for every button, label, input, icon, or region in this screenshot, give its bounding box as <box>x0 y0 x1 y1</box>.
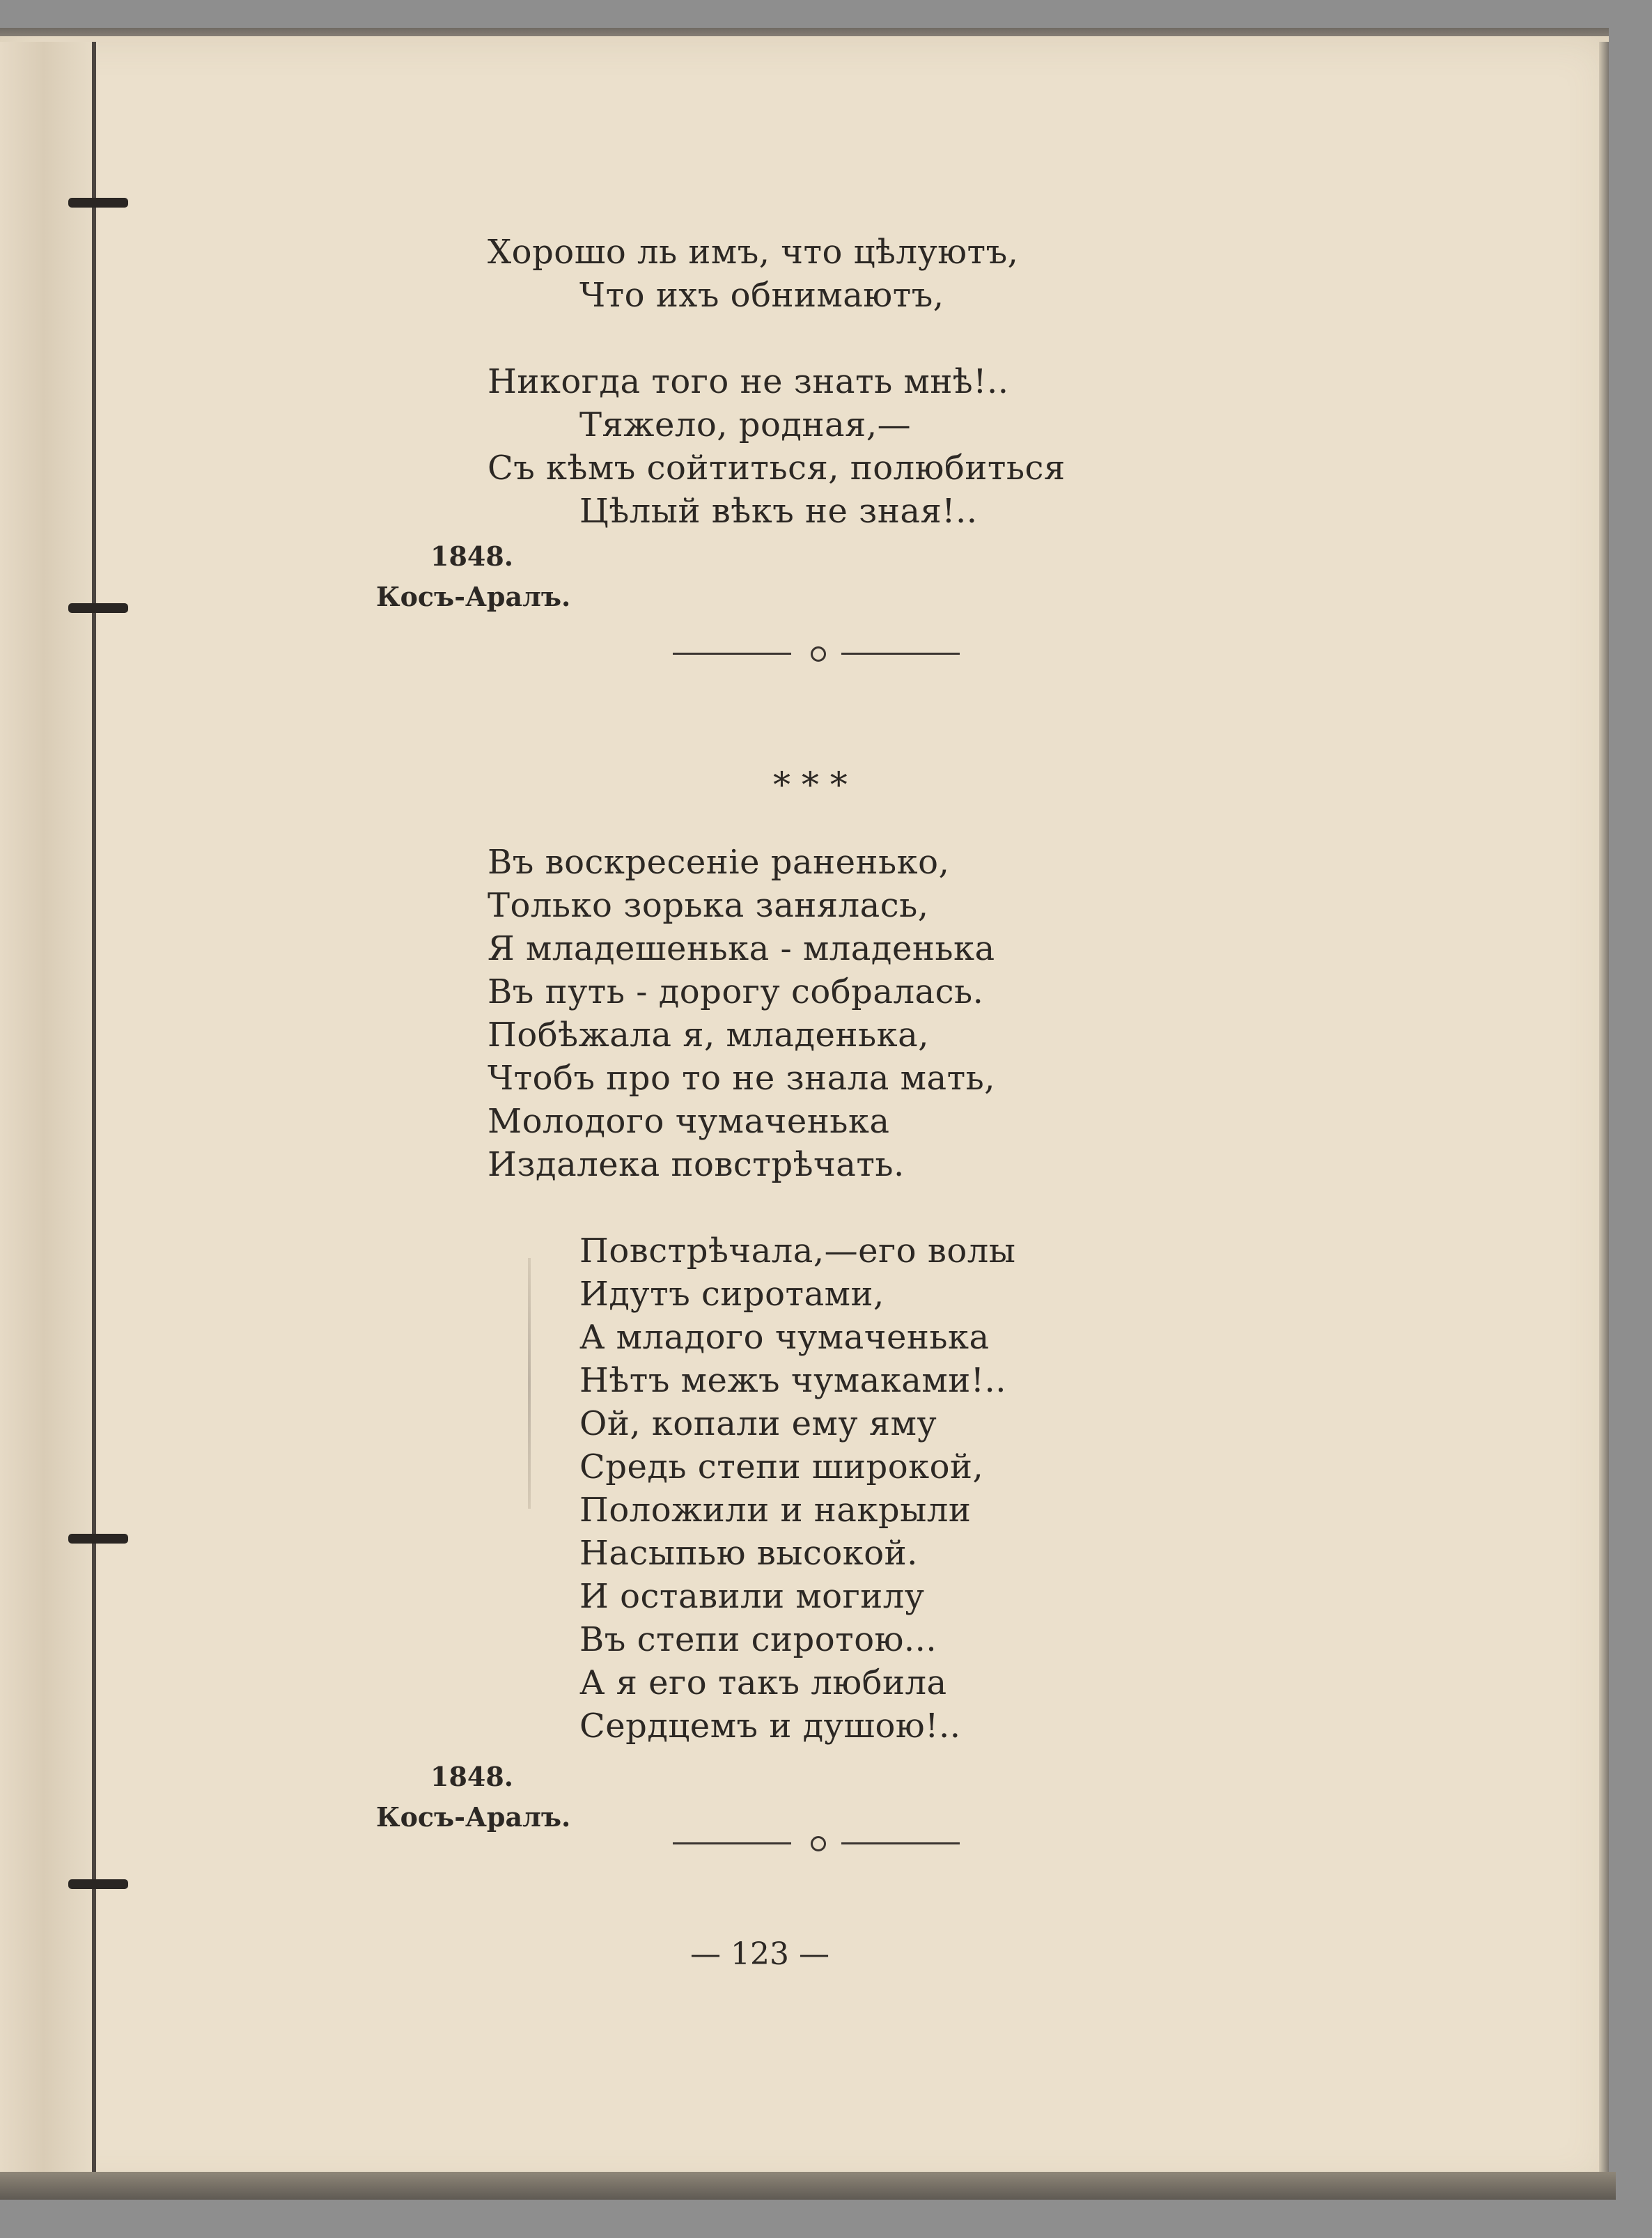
poem-line: Нѣтъ межъ чумаками!.. <box>579 1361 1007 1400</box>
page-number: — 123 — <box>690 1936 829 1972</box>
poem-line: А младого чумаченька <box>579 1318 990 1357</box>
poem-date: 1848. <box>430 1761 513 1792</box>
poem-line: Что ихъ обнимаютъ, <box>579 276 944 315</box>
poem-line: Въ степи сиротою... <box>579 1620 937 1659</box>
book-bottom-edge <box>0 2172 1616 2200</box>
poem-line: Въ воскресеніе раненько, <box>488 843 950 882</box>
spine-line <box>92 42 96 2180</box>
poem-line: Никогда того не знать мнѣ!.. <box>488 362 1009 401</box>
poem-line: Ой, копали ему яму <box>579 1404 937 1443</box>
section-separator <box>673 1828 965 1858</box>
poem-line: Сердцемъ и душою!.. <box>579 1707 961 1746</box>
poem-line: Цѣлый вѣкъ не зная!.. <box>579 492 978 531</box>
poem-line: Съ кѣмъ сойтиться, полюбиться <box>488 449 1066 488</box>
poem-line: Только зорька занялась, <box>488 886 929 925</box>
poem-line: Идутъ сиротами, <box>579 1275 885 1314</box>
binding-stitch <box>68 1879 128 1889</box>
poem-line: Чтобъ про то не знала мать, <box>488 1059 996 1098</box>
poem-line: Въ путь - дорогу собралась. <box>488 972 984 1011</box>
poem-line: Побѣжала я, младенька, <box>488 1016 929 1055</box>
page-number-row <box>0 1936 1652 1972</box>
asterism: * * * <box>773 765 848 805</box>
poem-place: Косъ-Аралъ. <box>376 1801 571 1833</box>
poem-line: Положили и накрыли <box>579 1491 972 1530</box>
poem-line: И оставили могилу <box>579 1577 925 1616</box>
separator-circle-icon <box>811 646 826 662</box>
poem-line: А я его такъ любила <box>579 1663 947 1702</box>
poem-line: Издалека повстрѣчать. <box>488 1145 905 1184</box>
poem-line: Повстрѣчала,—его волы <box>579 1231 1016 1270</box>
separator-circle-icon <box>811 1836 826 1851</box>
poem-line: Хорошо ль имъ, что цѣлуютъ, <box>488 233 1019 272</box>
margin-mark <box>528 1258 531 1509</box>
poem-line: Насыпью высокой. <box>579 1534 918 1573</box>
binding-stitch <box>68 198 128 208</box>
binding-stitch <box>68 603 128 613</box>
poem-line: Я младешенька - младенька <box>488 929 995 968</box>
poem-place: Косъ-Аралъ. <box>376 581 571 612</box>
book-right-edge <box>1599 42 1609 2180</box>
binding-stitch <box>68 1534 128 1544</box>
poem-date: 1848. <box>430 541 513 572</box>
poem-line: Средь степи широкой, <box>579 1447 984 1486</box>
book-spine <box>0 42 98 2180</box>
poem-line: Тяжело, родная,— <box>579 405 912 444</box>
poem-line: Молодого чумаченька <box>488 1102 890 1141</box>
section-separator <box>673 638 965 669</box>
